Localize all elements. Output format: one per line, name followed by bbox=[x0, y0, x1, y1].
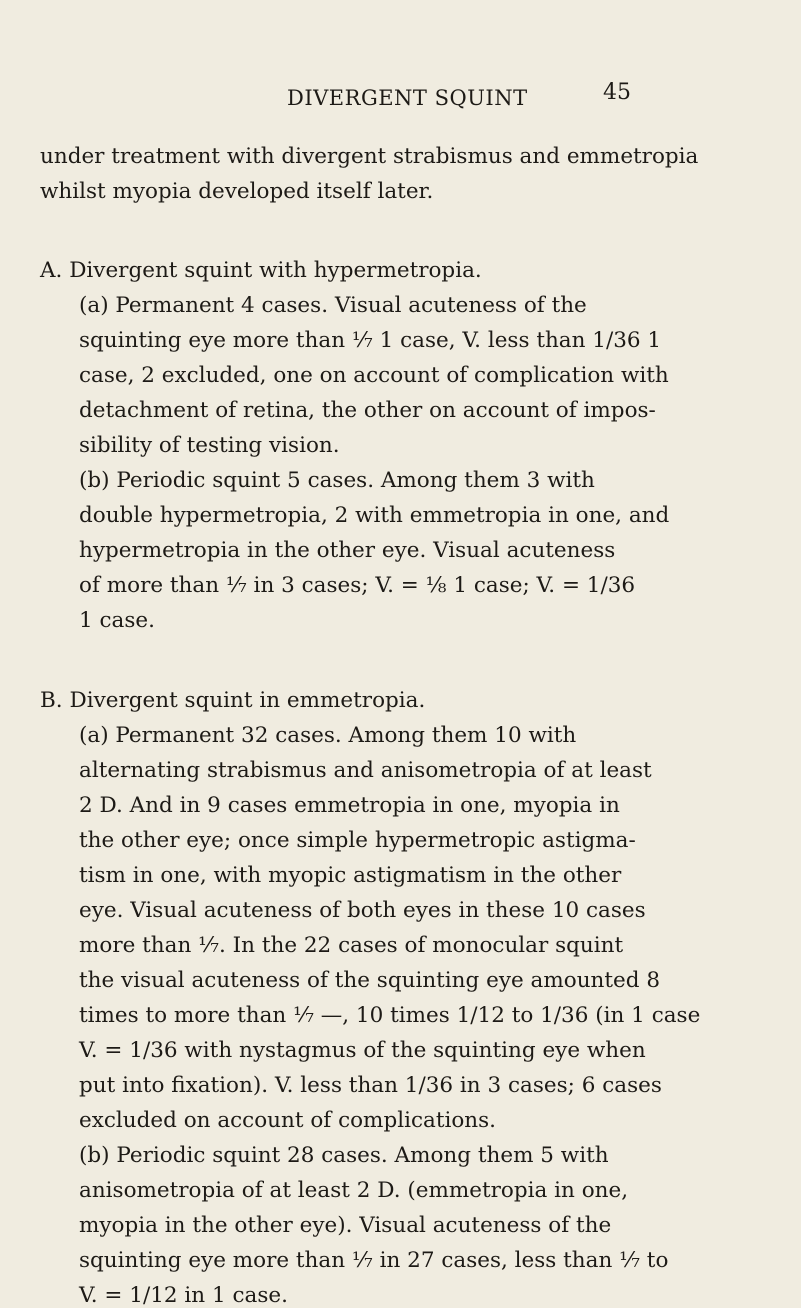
running-header: DIVERGENT SQUINT bbox=[287, 86, 528, 110]
text-line: myopia in the other eye). Visual acuteness of the bbox=[79, 1213, 612, 1238]
text-line: (b) Periodic squint 5 cases. Among them 3 with bbox=[79, 468, 595, 493]
section-heading: B. Divergent squint in emmetropia. bbox=[40, 688, 426, 713]
text-line: sibility of testing vision. bbox=[79, 433, 340, 458]
section-heading: A. Divergent squint with hypermetropia. bbox=[40, 258, 482, 283]
text-line: eye. Visual acuteness of both eyes in these 10 cases bbox=[79, 898, 646, 923]
text-line: (a) Permanent 32 cases. Among them 10 with bbox=[79, 723, 577, 748]
text-line: of more than ⅐ in 3 cases; V. = ⅛ 1 case; V. = 1/36 bbox=[79, 573, 636, 598]
text-line: squinting eye more than ⅐ in 27 cases, less than ⅐ to bbox=[79, 1248, 669, 1273]
text-line: the other eye; once simple hypermetropic astigma- bbox=[79, 828, 636, 853]
text-line: case, 2 excluded, one on account of complication with bbox=[79, 363, 669, 388]
text-line: tism in one, with myopic astigmatism in the other bbox=[79, 863, 622, 888]
text-line: V. = 1/36 with nystagmus of the squinting eye when bbox=[79, 1038, 646, 1063]
text-line: under treatment with divergent strabismus and emmetropia bbox=[40, 144, 699, 169]
text-line: put into fixation). V. less than 1/36 in 3 cases; 6 cases bbox=[79, 1073, 662, 1098]
text-line: excluded on account of complications. bbox=[79, 1108, 496, 1133]
text-line: 2 D. And in 9 cases emmetropia in one, myopia in bbox=[79, 793, 620, 818]
text-line: times to more than ⅐ —, 10 times 1/12 to 1/36 (in 1 case bbox=[79, 1003, 701, 1028]
text-line: alternating strabismus and anisometropia of at least bbox=[79, 758, 652, 783]
text-line: detachment of retina, the other on account of impos- bbox=[79, 398, 656, 423]
text-line: whilst myopia developed itself later. bbox=[40, 179, 434, 204]
page-number: 45 bbox=[603, 80, 631, 105]
text-line: double hypermetropia, 2 with emmetropia in one, and bbox=[79, 503, 670, 528]
text-line: (b) Periodic squint 28 cases. Among them 5 with bbox=[79, 1143, 609, 1168]
text-line: (a) Permanent 4 cases. Visual acuteness of the bbox=[79, 293, 587, 318]
text-line: the visual acuteness of the squinting eye amounted 8 bbox=[79, 968, 661, 993]
text-line: more than ⅐. In the 22 cases of monocular squint bbox=[79, 933, 624, 958]
text-line: squinting eye more than ⅐ 1 case, V. less than 1/36 1 bbox=[79, 328, 662, 353]
text-line: 1 case. bbox=[79, 608, 155, 633]
text-line: anisometropia of at least 2 D. (emmetropia in one, bbox=[79, 1178, 629, 1203]
text-line: hypermetropia in the other eye. Visual acuteness bbox=[79, 538, 616, 563]
text-line: V. = 1/12 in 1 case. bbox=[79, 1283, 288, 1308]
